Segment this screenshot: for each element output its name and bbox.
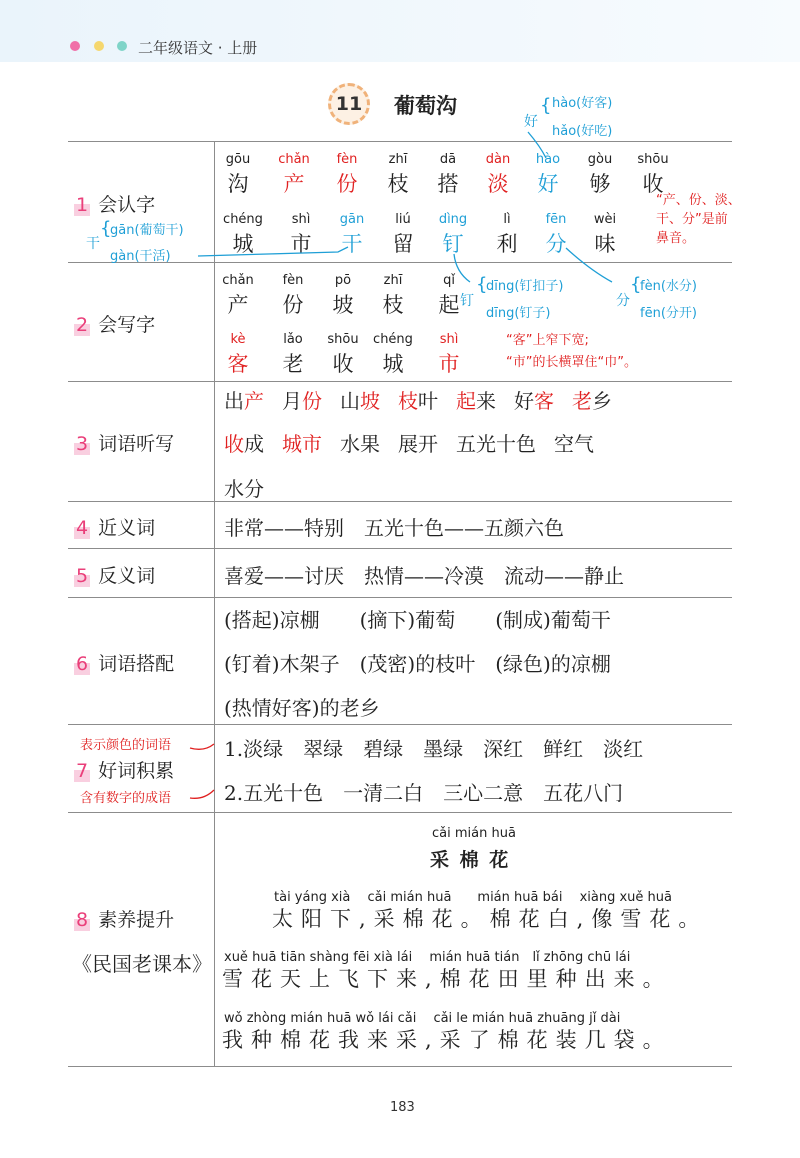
dictation-line-2 <box>224 428 612 457</box>
char-hanzi: 市 <box>438 352 460 376</box>
teal-dot-icon <box>117 41 127 51</box>
section-collocations: 6 词语搭配 <box>76 653 175 675</box>
char-hanzi: 起 <box>438 293 460 317</box>
char-hanzi: 搭 <box>437 172 459 196</box>
nasal-note: “产、份、淡、 干、分”是前 鼻音。 <box>656 193 741 246</box>
char-hanzi: 收 <box>332 352 354 376</box>
char-pinyin: shōu <box>637 152 669 167</box>
dictation-word: 展开 <box>398 432 438 456</box>
poem-title-pinyin: cǎi mián huā <box>432 826 516 841</box>
antonyms-line: 喜爱——讨厌 热情——冷漠 流动——静止 <box>224 564 624 588</box>
char-pinyin: fēn <box>545 212 567 227</box>
table-bottom-border <box>68 1066 732 1067</box>
char-pinyin: chǎn <box>222 273 254 288</box>
page-header <box>0 0 800 62</box>
char-pinyin: shì <box>291 212 311 227</box>
ke-note: “客”上窄下宽; <box>506 333 589 348</box>
char-pinyin: dìng <box>438 212 468 227</box>
char-hanzi: 分 <box>545 232 567 256</box>
char-pinyin: zhī <box>383 273 403 288</box>
polyphone-fen-1: fèn(水分) <box>640 279 697 294</box>
polyphone-hao-char: 好 <box>524 114 538 130</box>
dictation-word: 出产 <box>224 389 264 413</box>
dictation-line-3: 水分 <box>224 477 264 501</box>
char-hanzi: 味 <box>594 232 616 256</box>
color-words-note: 表示颜色的词语 <box>80 738 172 753</box>
char-pinyin: hào <box>535 152 561 167</box>
row-divider <box>68 597 732 598</box>
section-synonyms: 4 近义词 <box>76 517 156 539</box>
row-divider <box>68 724 732 725</box>
polyphone-fen-2: fēn(分开) <box>640 306 697 321</box>
poem-title: 采 棉 花 <box>430 849 511 871</box>
polyphone-gan-1: gān(葡萄干) <box>110 223 184 238</box>
char-pinyin: gōu <box>225 152 251 167</box>
dictation-word: 月份 <box>282 389 322 413</box>
dictation-word: 起来 <box>456 389 496 413</box>
dictation-word: 好客 <box>514 389 554 413</box>
polyphone-gan-2: gàn(干活) <box>110 249 171 264</box>
char-hanzi: 干 <box>341 232 363 256</box>
row-divider <box>68 501 732 502</box>
collocation-line-2: (钉着)木架子 (茂密)的枝叶 (绿色)的凉棚 <box>224 652 611 676</box>
table-top-border <box>68 141 732 142</box>
yellow-dot-icon <box>94 41 104 51</box>
section-literacy-subtitle: 《民国老课本》 <box>72 952 212 976</box>
section-dictation: 3 词语听写 <box>76 433 175 455</box>
section-antonyms: 5 反义词 <box>76 565 156 587</box>
dictation-word: 水果 <box>340 432 380 456</box>
row-divider <box>68 812 732 813</box>
char-pinyin: chǎn <box>278 152 310 167</box>
brace-icon: { <box>540 95 552 116</box>
good-words-line-1: 1.淡绿 翠绿 碧绿 墨绿 深红 鲜红 淡红 <box>224 737 644 761</box>
shi-note: “市”的长横罩住“巾”。 <box>506 355 637 370</box>
book-title: 二年级语文 · 上册 <box>138 39 258 57</box>
collocation-line-1: (搭起)凉棚 (摘下)葡萄 (制成)葡萄干 <box>224 608 611 632</box>
pink-dot-icon <box>70 41 80 51</box>
char-hanzi: 留 <box>392 232 414 256</box>
polyphone-gan-char: 干 <box>86 236 100 252</box>
number-idioms-note: 含有数字的成语 <box>80 791 172 806</box>
char-pinyin: dàn <box>485 152 511 167</box>
dictation-line-1 <box>224 385 630 414</box>
polyphone-ding-1: dīng(钉扣子) <box>486 279 564 294</box>
char-pinyin: gòu <box>587 152 613 167</box>
poem-line-1: 太阳下,采棉花。棉花白,像雪花。 <box>272 907 708 931</box>
char-pinyin: gān <box>339 212 365 227</box>
dictation-word: 五光十色 <box>456 432 536 456</box>
char-pinyin: pō <box>334 273 352 288</box>
char-pinyin: chéng <box>223 212 263 227</box>
char-hanzi: 客 <box>227 352 249 376</box>
char-pinyin: kè <box>230 332 246 347</box>
synonyms-line: 非常——特别 五光十色——五颜六色 <box>224 516 564 540</box>
dictation-word: 枝叶 <box>398 389 438 413</box>
char-pinyin: fèn <box>336 152 358 167</box>
dictation-word: 城市 <box>282 432 322 456</box>
brace-icon: { <box>630 274 642 295</box>
dictation-word: 老乡 <box>572 389 612 413</box>
char-hanzi: 够 <box>589 172 611 196</box>
char-hanzi: 份 <box>336 172 358 196</box>
char-hanzi: 老 <box>282 352 304 376</box>
section-recognize: 1 会认字 <box>76 194 156 216</box>
polyphone-ding-2: dīng(钉子) <box>486 306 551 321</box>
char-pinyin: dā <box>439 152 457 167</box>
char-pinyin: qǐ <box>443 273 455 288</box>
row-divider <box>68 381 732 382</box>
char-hanzi: 坡 <box>332 293 354 317</box>
char-hanzi: 产 <box>283 172 305 196</box>
char-hanzi: 城 <box>382 352 404 376</box>
char-pinyin: shōu <box>327 332 359 347</box>
char-pinyin: liú <box>395 212 411 227</box>
char-hanzi: 份 <box>282 293 304 317</box>
dictation-word: 山坡 <box>340 389 380 413</box>
section-good-words: 7 好词积累 <box>76 760 175 782</box>
char-hanzi: 市 <box>290 232 312 256</box>
char-pinyin: shì <box>439 332 459 347</box>
brace-icon: { <box>100 218 112 239</box>
polyphone-fen-char: 分 <box>616 293 630 309</box>
poem-line-2: 雪花天上飞下来,棉花田里种出来。 <box>222 967 672 991</box>
char-pinyin: fèn <box>282 273 304 288</box>
char-pinyin: wèi <box>593 212 617 227</box>
poem-line-2-pinyin: xuě huā tiān shàng fēi xià lái mián huā tián lǐ zhōng chū lái <box>224 950 631 965</box>
char-hanzi: 枝 <box>382 293 404 317</box>
char-pinyin: lǎo <box>283 332 303 347</box>
section-write: 2 会写字 <box>76 314 156 336</box>
lesson-title: 葡萄沟 <box>394 94 457 118</box>
char-hanzi: 好 <box>537 172 559 196</box>
page-number: 183 <box>390 1100 415 1115</box>
char-hanzi: 收 <box>642 172 664 196</box>
collocation-line-3: (热情好客)的老乡 <box>224 696 380 720</box>
char-pinyin: zhī <box>388 152 408 167</box>
char-hanzi: 钉 <box>442 232 464 256</box>
section-literacy: 8 素养提升 <box>76 909 175 931</box>
polyphone-hao-1: hào(好客) <box>552 96 613 111</box>
polyphone-hao-2: hǎo(好吃) <box>552 124 613 139</box>
row-divider <box>68 548 732 549</box>
polyphone-ding-char: 钉 <box>460 293 474 309</box>
char-hanzi: 利 <box>496 232 518 256</box>
char-hanzi: 淡 <box>487 172 509 196</box>
dictation-word: 收成 <box>224 432 264 456</box>
poem-line-3: 我种棉花我来采,采了棉花装几袋。 <box>222 1028 672 1052</box>
char-hanzi: 产 <box>227 293 249 317</box>
dictation-word: 空气 <box>554 432 594 456</box>
poem-line-1-pinyin: tài yáng xià cǎi mián huā mián huā bái xiàng xuě huā <box>274 890 672 905</box>
char-hanzi: 沟 <box>227 172 249 196</box>
char-hanzi: 枝 <box>387 172 409 196</box>
char-pinyin: lì <box>503 212 511 227</box>
lesson-number-badge: 11 <box>328 83 370 125</box>
brace-icon: { <box>476 274 488 295</box>
char-hanzi: 城 <box>232 232 254 256</box>
poem-line-3-pinyin: wǒ zhòng mián huā wǒ lái cǎi cǎi le mián huā zhuāng jǐ dài <box>224 1011 621 1026</box>
char-pinyin: chéng <box>373 332 413 347</box>
good-words-line-2: 2.五光十色 一清二白 三心二意 五花八门 <box>224 781 624 805</box>
